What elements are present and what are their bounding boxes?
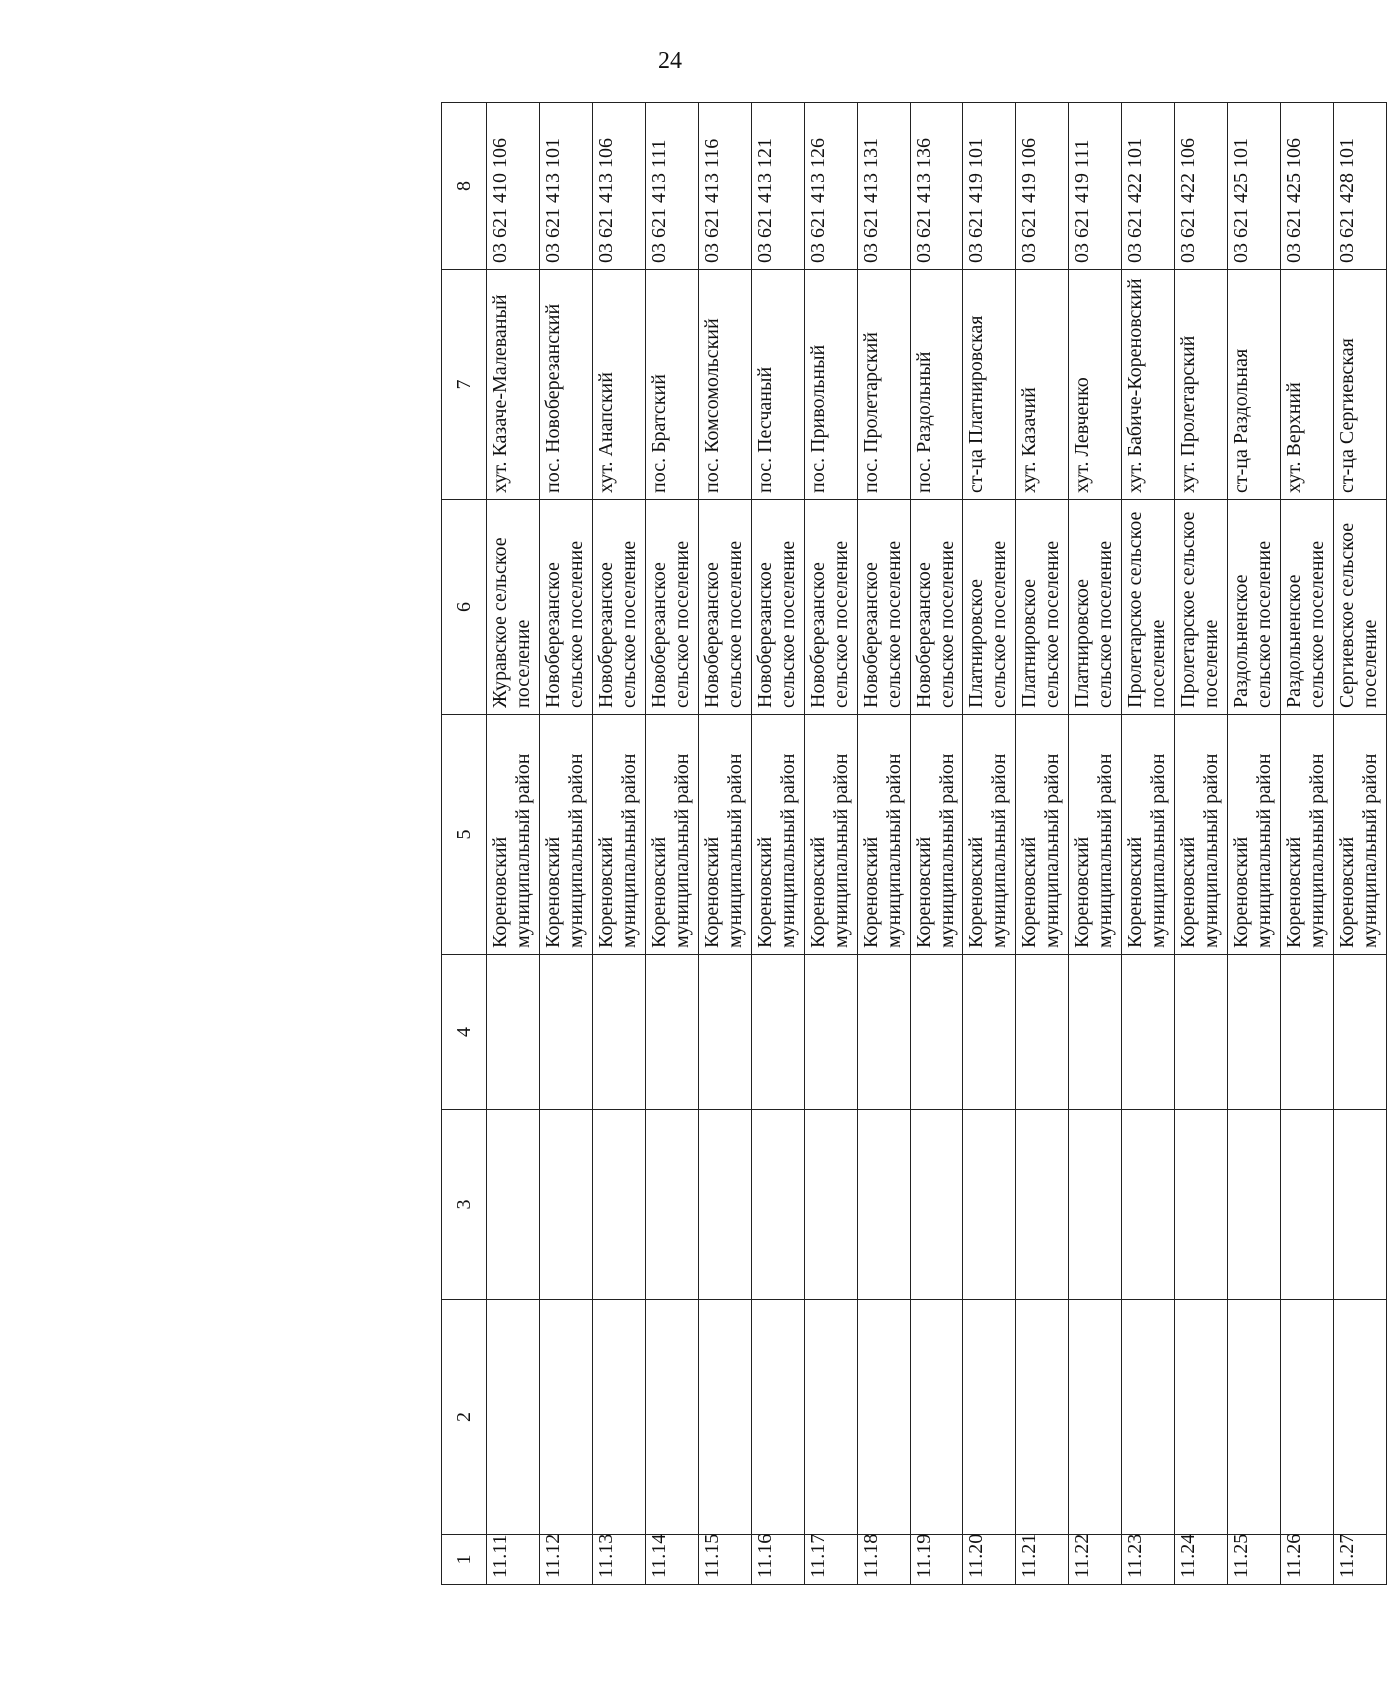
locality-cell: пос. Песчаный	[751, 270, 804, 500]
col4-cell	[1175, 955, 1228, 1110]
code-cell: 03 621 413 101	[539, 103, 592, 270]
col4-cell	[1334, 955, 1387, 1110]
col3-cell	[1069, 1110, 1122, 1300]
col4-cell	[1281, 955, 1334, 1110]
locality-cell: хут. Пролетарский	[1175, 270, 1228, 500]
col3-cell	[592, 1110, 645, 1300]
col4-cell	[539, 955, 592, 1110]
col3-cell	[751, 1110, 804, 1300]
row-number-cell: 11.11	[487, 1535, 540, 1585]
row-number-cell: 11.26	[1281, 1535, 1334, 1585]
column-header-3: 3	[442, 1110, 487, 1300]
row-number-cell: 11.24	[1175, 1535, 1228, 1585]
col4-cell	[1069, 955, 1122, 1110]
table-header-row	[442, 103, 487, 1585]
locality-cell: пос. Раздольный	[910, 270, 963, 500]
code-cell: 03 621 422 101	[1122, 103, 1175, 270]
col3-cell	[1016, 1110, 1069, 1300]
locality-cell: хут. Казачий	[1016, 270, 1069, 500]
page-number: 24	[658, 48, 682, 74]
col3-cell	[1334, 1110, 1387, 1300]
locality-cell: пос. Привольный	[804, 270, 857, 500]
district-cell: Кореновский муниципальный район	[1122, 715, 1175, 955]
col2-cell	[751, 1300, 804, 1535]
row-number-cell: 11.22	[1069, 1535, 1122, 1585]
code-cell: 03 621 410 106	[487, 103, 540, 270]
settlement-cell: Платнировское сельское поселение	[1016, 500, 1069, 715]
code-cell: 03 621 413 111	[645, 103, 698, 270]
district-cell: Кореновский муниципальный район	[1334, 715, 1387, 955]
locality-cell: ст-ца Раздольная	[1228, 270, 1281, 500]
code-cell: 03 621 413 126	[804, 103, 857, 270]
table-row	[698, 103, 751, 1585]
code-cell: 03 621 413 121	[751, 103, 804, 270]
settlement-cell: Платнировское сельское поселение	[963, 500, 1016, 715]
settlement-cell: Новоберезанское сельское поселение	[645, 500, 698, 715]
locality-cell: хут. Левченко	[1069, 270, 1122, 500]
column-header-6: 6	[442, 500, 487, 715]
col3-cell	[1175, 1110, 1228, 1300]
col4-cell	[751, 955, 804, 1110]
code-cell: 03 621 413 131	[857, 103, 910, 270]
settlements-table	[441, 102, 1387, 1585]
row-number-cell: 11.16	[751, 1535, 804, 1585]
settlement-cell: Пролетарское сельское поселение	[1175, 500, 1228, 715]
col4-cell	[592, 955, 645, 1110]
row-number-cell: 11.13	[592, 1535, 645, 1585]
table-row	[1069, 103, 1122, 1585]
col3-cell	[698, 1110, 751, 1300]
col2-cell	[645, 1300, 698, 1535]
col3-cell	[963, 1110, 1016, 1300]
locality-cell: хут. Верхний	[1281, 270, 1334, 500]
locality-cell: пос. Братский	[645, 270, 698, 500]
row-number-cell: 11.20	[963, 1535, 1016, 1585]
col3-cell	[857, 1110, 910, 1300]
table-row	[1281, 103, 1334, 1585]
settlement-cell: Платнировское сельское поселение	[1069, 500, 1122, 715]
row-number-cell: 11.27	[1334, 1535, 1387, 1585]
settlement-cell: Раздольненское сельское поселение	[1281, 500, 1334, 715]
col3-cell	[645, 1110, 698, 1300]
col4-cell	[1122, 955, 1175, 1110]
col2-cell	[1228, 1300, 1281, 1535]
column-header-8: 8	[442, 103, 487, 270]
settlement-cell: Раздольненское сельское поселение	[1228, 500, 1281, 715]
code-cell: 03 621 428 101	[1334, 103, 1387, 270]
table-row	[645, 103, 698, 1585]
row-number-cell: 11.15	[698, 1535, 751, 1585]
code-cell: 03 621 413 136	[910, 103, 963, 270]
settlement-cell: Сергиевское сельское поселение	[1334, 500, 1387, 715]
code-cell: 03 621 419 101	[963, 103, 1016, 270]
row-number-cell: 11.21	[1016, 1535, 1069, 1585]
col2-cell	[804, 1300, 857, 1535]
table-row	[963, 103, 1016, 1585]
col3-cell	[1228, 1110, 1281, 1300]
district-cell: Кореновский муниципальный район	[698, 715, 751, 955]
settlement-cell: Новоберезанское сельское поселение	[539, 500, 592, 715]
table-row	[804, 103, 857, 1585]
col2-cell	[539, 1300, 592, 1535]
locality-cell: хут. Казаче-Малеваный	[487, 270, 540, 500]
table-row	[539, 103, 592, 1585]
row-number-cell: 11.23	[1122, 1535, 1175, 1585]
table-row	[1334, 103, 1387, 1585]
table-row	[1228, 103, 1281, 1585]
column-header-7: 7	[442, 270, 487, 500]
locality-cell: ст-ца Платнировская	[963, 270, 1016, 500]
table-row	[910, 103, 963, 1585]
district-cell: Кореновский муниципальный район	[1069, 715, 1122, 955]
district-cell: Кореновский муниципальный район	[645, 715, 698, 955]
row-number-cell: 11.17	[804, 1535, 857, 1585]
locality-cell: хут. Бабиче-Кореновский	[1122, 270, 1175, 500]
locality-cell: ст-ца Сергиевская	[1334, 270, 1387, 500]
district-cell: Кореновский муниципальный район	[539, 715, 592, 955]
table-row	[1175, 103, 1228, 1585]
district-cell: Кореновский муниципальный район	[1228, 715, 1281, 955]
column-header-2: 2	[442, 1300, 487, 1535]
col4-cell	[487, 955, 540, 1110]
locality-cell: пос. Новоберезанский	[539, 270, 592, 500]
row-number-cell: 11.12	[539, 1535, 592, 1585]
district-cell: Кореновский муниципальный район	[910, 715, 963, 955]
col3-cell	[1122, 1110, 1175, 1300]
settlement-cell: Новоберезанское сельское поселение	[592, 500, 645, 715]
column-header-4: 4	[442, 955, 487, 1110]
table-container	[441, 103, 1387, 1585]
col2-cell	[1016, 1300, 1069, 1535]
row-number-cell: 11.18	[857, 1535, 910, 1585]
code-cell: 03 621 425 101	[1228, 103, 1281, 270]
row-number-cell: 11.14	[645, 1535, 698, 1585]
col2-cell	[1334, 1300, 1387, 1535]
settlement-cell: Новоберезанское сельское поселение	[910, 500, 963, 715]
col4-cell	[1016, 955, 1069, 1110]
code-cell: 03 621 419 106	[1016, 103, 1069, 270]
col3-cell	[1281, 1110, 1334, 1300]
district-cell: Кореновский муниципальный район	[751, 715, 804, 955]
col4-cell	[910, 955, 963, 1110]
settlement-cell: Новоберезанское сельское поселение	[751, 500, 804, 715]
col4-cell	[1228, 955, 1281, 1110]
column-header-1: 1	[442, 1535, 487, 1585]
col2-cell	[698, 1300, 751, 1535]
table-row	[487, 103, 540, 1585]
district-cell: Кореновский муниципальный район	[487, 715, 540, 955]
locality-cell: пос. Пролетарский	[857, 270, 910, 500]
settlement-cell: Журавское сельское поселение	[487, 500, 540, 715]
col4-cell	[857, 955, 910, 1110]
district-cell: Кореновский муниципальный район	[1016, 715, 1069, 955]
table-row	[592, 103, 645, 1585]
district-cell: Кореновский муниципальный район	[963, 715, 1016, 955]
code-cell: 03 621 419 111	[1069, 103, 1122, 270]
col2-cell	[1281, 1300, 1334, 1535]
district-cell: Кореновский муниципальный район	[804, 715, 857, 955]
col3-cell	[910, 1110, 963, 1300]
col2-cell	[1069, 1300, 1122, 1535]
col4-cell	[804, 955, 857, 1110]
settlement-cell: Новоберезанское сельское поселение	[698, 500, 751, 715]
col2-cell	[857, 1300, 910, 1535]
col4-cell	[963, 955, 1016, 1110]
code-cell: 03 621 425 106	[1281, 103, 1334, 270]
table-row	[1122, 103, 1175, 1585]
code-cell: 03 621 422 106	[1175, 103, 1228, 270]
district-cell: Кореновский муниципальный район	[857, 715, 910, 955]
col2-cell	[592, 1300, 645, 1535]
district-cell: Кореновский муниципальный район	[1175, 715, 1228, 955]
column-header-5: 5	[442, 715, 487, 955]
district-cell: Кореновский муниципальный район	[1281, 715, 1334, 955]
table-row	[751, 103, 804, 1585]
code-cell: 03 621 413 116	[698, 103, 751, 270]
table-row	[857, 103, 910, 1585]
district-cell: Кореновский муниципальный район	[592, 715, 645, 955]
table-row	[1016, 103, 1069, 1585]
row-number-cell: 11.19	[910, 1535, 963, 1585]
locality-cell: пос. Комсомольский	[698, 270, 751, 500]
settlement-cell: Новоберезанское сельское поселение	[804, 500, 857, 715]
col2-cell	[1175, 1300, 1228, 1535]
settlement-cell: Новоберезанское сельское поселение	[857, 500, 910, 715]
col2-cell	[1122, 1300, 1175, 1535]
col4-cell	[645, 955, 698, 1110]
col2-cell	[487, 1300, 540, 1535]
table-body	[487, 103, 1387, 1585]
col3-cell	[804, 1110, 857, 1300]
col3-cell	[487, 1110, 540, 1300]
col2-cell	[910, 1300, 963, 1535]
settlement-cell: Пролетарское сельское поселение	[1122, 500, 1175, 715]
col2-cell	[963, 1300, 1016, 1535]
locality-cell: хут. Анапский	[592, 270, 645, 500]
code-cell: 03 621 413 106	[592, 103, 645, 270]
col4-cell	[698, 955, 751, 1110]
col3-cell	[539, 1110, 592, 1300]
row-number-cell: 11.25	[1228, 1535, 1281, 1585]
